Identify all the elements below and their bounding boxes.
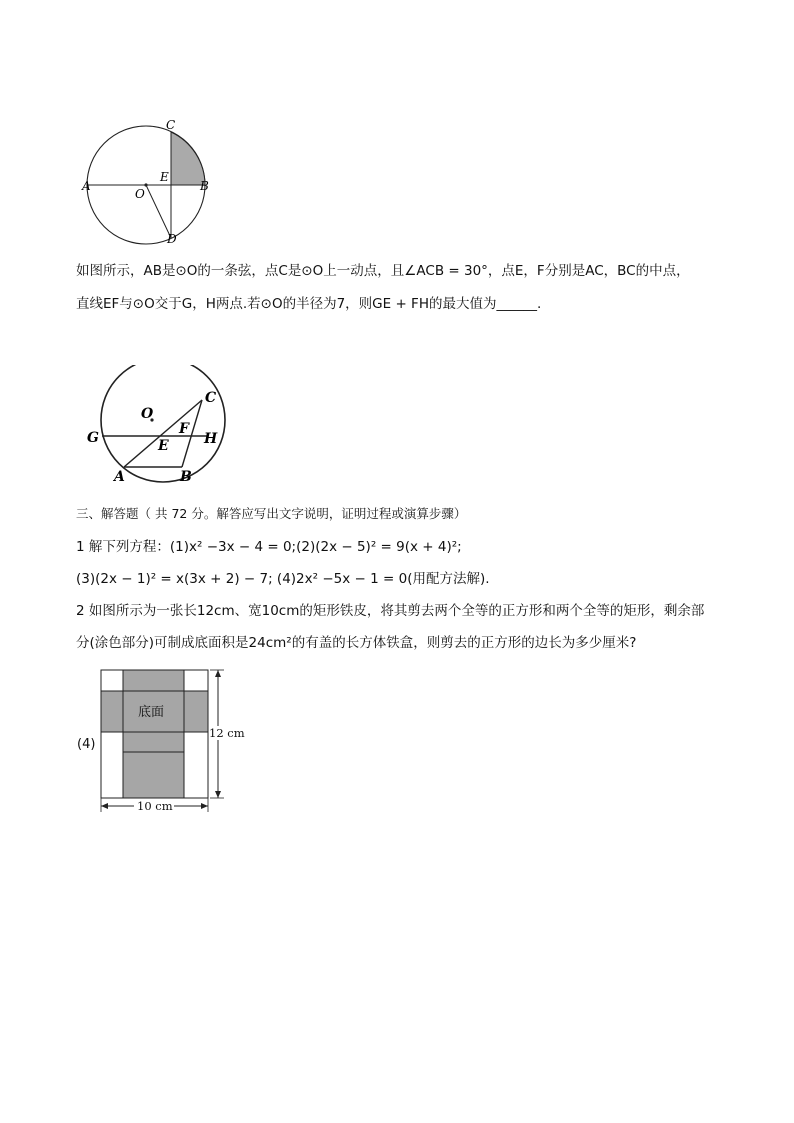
shaded-region [171, 132, 205, 185]
label-c-2: C [205, 390, 217, 406]
label-b-2: B [180, 469, 192, 485]
height-arrow-top [215, 670, 221, 677]
label-g: G [87, 430, 99, 446]
bottom-face-label: 底面 [138, 705, 165, 720]
label-e-2: E [158, 438, 169, 454]
label-f: F [179, 421, 189, 437]
label-a-2: A [114, 469, 125, 485]
section-heading: 三、解答题（ 共 72 分。解答应写出文字说明，证明过程或演算步骤） [76, 506, 467, 521]
width-arrow-left [101, 803, 108, 809]
shaded-top-flap [123, 670, 184, 691]
problem-1-line-2: (3)(2x − 1)² = x(3x + 2) − 7; (4)2x² −5x − 1 = 0(用配方法解). [76, 571, 490, 587]
problem-2-line-2: 分(涂色部分)可制成底面积是24cm²的有盖的长方体铁盒，则剪去的正方形的边长为多少厘米? [76, 635, 637, 651]
center-point-o [144, 183, 147, 186]
problem-2-line-1: 2 如图所示为一张长12cm、宽10cm的矩形铁皮，将其剪去两个全等的正方形和两个全等的矩形，剩余部 [76, 603, 705, 619]
segment-ac [124, 400, 202, 467]
figure-circle-chord [84, 365, 234, 485]
width-label: 10 cm [137, 799, 173, 813]
label-e: E [160, 170, 169, 184]
height-label: 12 cm [209, 726, 245, 740]
figure-circle-shaded [78, 118, 228, 248]
height-arrow-bottom [215, 791, 221, 798]
problem-1-line-1: 1 解下列方程：(1)x² −3x − 4 = 0;(2)(2x − 5)² = 9(x + 4)²; [76, 539, 462, 555]
width-arrow-right [201, 803, 208, 809]
question-6-line-2: 直线EF与⊙O交于G，H两点.若⊙O的半径为7，则GE + FH的最大值为______. [76, 296, 542, 312]
label-b: B [200, 179, 209, 193]
label-a: A [82, 179, 91, 193]
shaded-bottom-part [123, 732, 184, 798]
figure-rectangle-net [98, 668, 248, 816]
label-o-2: O [141, 406, 154, 422]
figure-3-label: (4) [77, 737, 96, 752]
circle-o-2 [101, 365, 225, 482]
label-d: D [167, 232, 177, 246]
question-6-line-1: 如图所示，AB是⊙O的一条弦，点C是⊙O上一动点，且∠ACB = 30°，点E，F分别是AC，BC的中点， [76, 263, 690, 279]
label-h: H [204, 431, 218, 447]
label-c: C [166, 118, 176, 132]
label-o: O [135, 187, 145, 201]
segment-od [146, 185, 171, 238]
